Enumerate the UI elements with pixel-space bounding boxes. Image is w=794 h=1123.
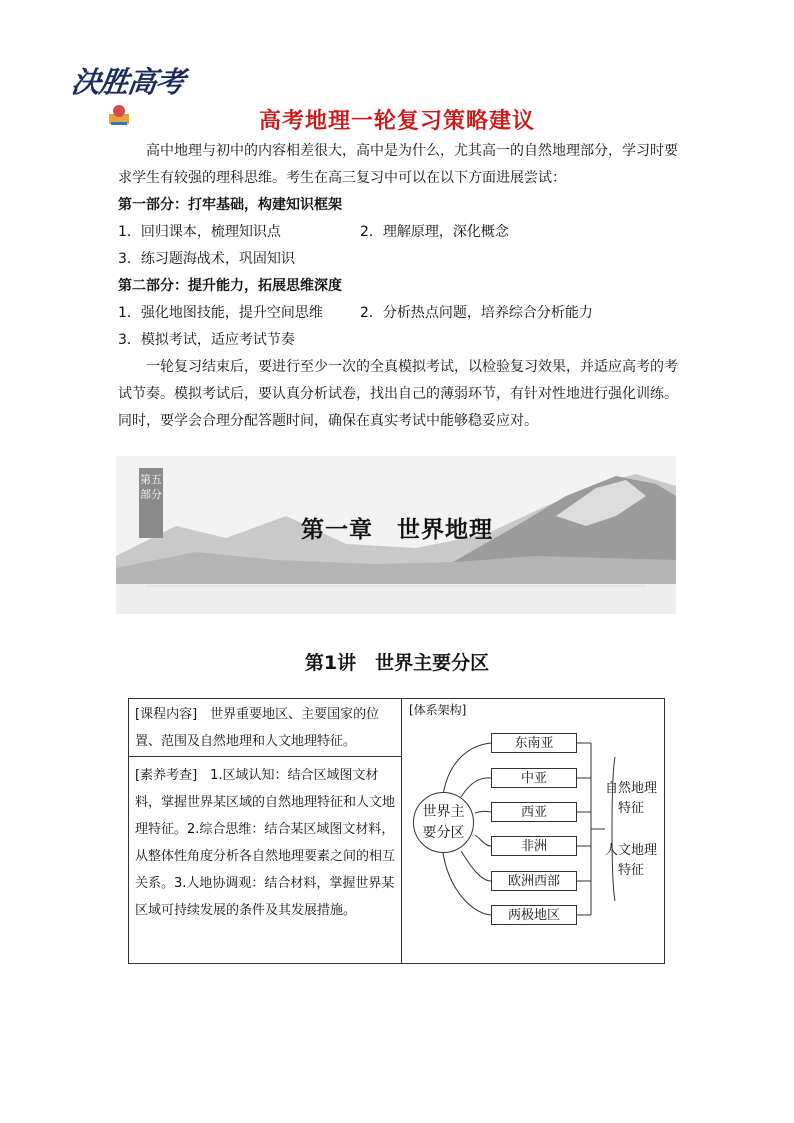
part1-item-3: 3．练习题海战术，巩固知识: [118, 251, 295, 267]
table-divider-horizontal: [129, 756, 401, 757]
logo-text: 決胜高考: [69, 65, 187, 99]
region-box: 西亚: [491, 802, 577, 822]
region-box: 东南亚: [491, 733, 577, 753]
natural-features-label: 自然地理特征: [604, 781, 657, 816]
part1-item-2: 2．理解原理，深化概念: [360, 224, 509, 240]
closing-paragraph: 一轮复习结束后，要进行至少一次的全真模拟考试，以检验复习效果，并适应高考的考试节奏。模拟考试后，要认真分析试卷，找出自己的薄弱环节，有针对性地进行强化训练。同时，要学会合理分配答题时间，确保在真实考试中能够稳妥应对。: [118, 359, 678, 429]
region-box: 非洲: [491, 836, 577, 856]
page-title: 高考地理一轮复习策略建议: [258, 109, 535, 134]
overview-table: [128, 698, 665, 964]
region-box: 欧洲西部: [491, 871, 577, 891]
part2-heading: 第二部分：提升能力，拓展思维深度: [118, 278, 342, 294]
mind-map-center: [413, 792, 474, 853]
framework-label: [体系架构]: [409, 703, 467, 717]
part2-item-3: 3．模拟考试，适应考试节奏: [118, 332, 295, 348]
part2-item-2: 2．分析热点问题，培养综合分析能力: [360, 305, 593, 321]
part-tag: 第五部分: [139, 468, 163, 538]
lecture-title: 第1讲 世界主要分区: [304, 652, 490, 674]
chapter-title: 第一章 世界地理: [301, 517, 493, 543]
part1-item-1: 1．回归课本，梳理知识点: [118, 224, 281, 240]
human-features-label: 人文地理特征: [604, 843, 657, 878]
mind-map-center-label: 世界主要分区: [422, 804, 465, 841]
region-box: 中亚: [491, 768, 577, 788]
part2-item-1: 1．强化地图技能，提升空间思维: [118, 305, 323, 321]
intro-paragraph: 高中地理与初中的内容相差很大，高中是为什么，尤其高一的自然地理部分，学习时要求学生有较强的理科思维。考生在高三复习中可以在以下方面进展尝试：: [118, 143, 678, 186]
literacy-cell: [素养考查] 1.区域认知：结合区域图文材料，掌握世界某区域的自然地理特征和人文地理特征。2.综合思维：结合某区域图文材料，从整体性角度分析各自然地理要素之间的相互关系。3.人地协调观：结合材料，掌握世界某区域可持续发展的条件及其发展措施。: [135, 768, 396, 918]
region-box: 两极地区: [491, 905, 577, 925]
part1-heading: 第一部分：打牢基础，构建知识框架: [118, 197, 342, 213]
course-content-cell: [课程内容] 世界重要地区、主要国家的位置、范围及自然地理和人文地理特征。: [135, 707, 380, 749]
